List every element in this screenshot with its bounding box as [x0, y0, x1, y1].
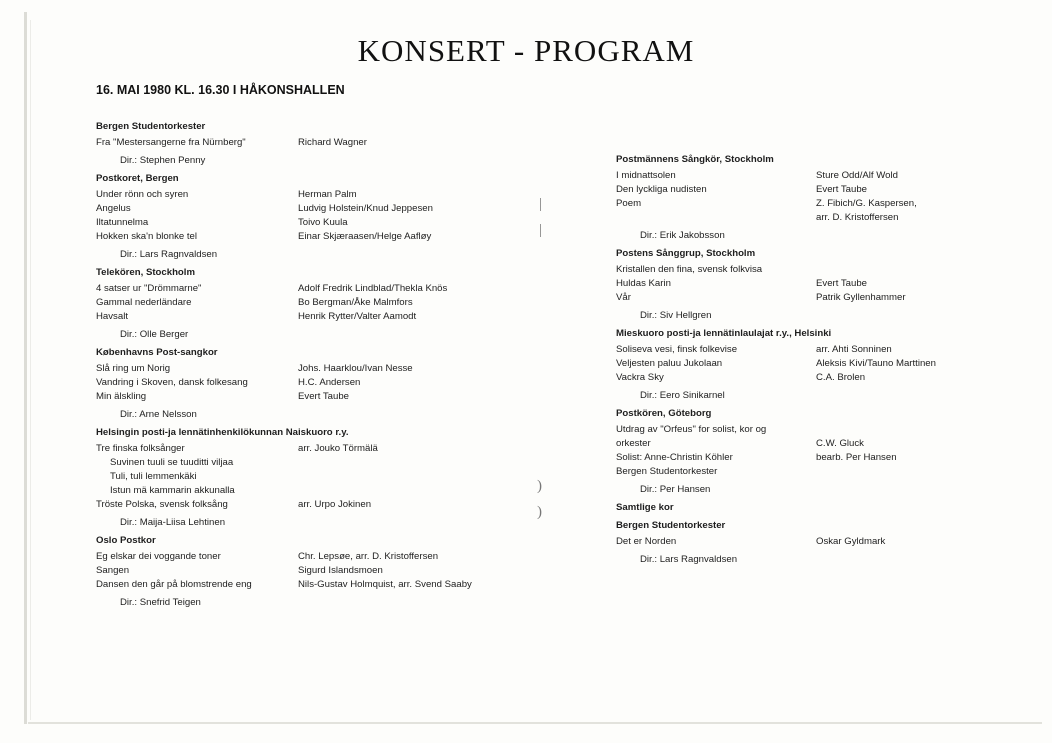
work-title: I midnattsolen [616, 170, 676, 181]
program-section [616, 153, 1036, 243]
work-title: Eg elskar dei voggande toner [96, 551, 221, 562]
composer-name: Evert Taube [816, 278, 868, 289]
program-section [616, 407, 1036, 497]
work-title: Vandring i Skoven, dansk folkesang [96, 377, 248, 388]
program-item [616, 451, 1036, 465]
program-section [96, 534, 536, 610]
margin-mark: | [539, 196, 543, 212]
program-item [96, 390, 536, 404]
conductor-line: Dir.: Stephen Penny [120, 155, 206, 166]
ensemble-heading: Helsingin posti-ja lennätinhenkilökunnan Naiskuoro r.y. [96, 427, 349, 438]
work-title: Poem [616, 198, 642, 209]
program-item [616, 211, 1036, 225]
composer-name: Richard Wagner [298, 137, 367, 148]
work-title: Tröste Polska, svensk folksång [96, 499, 228, 510]
ensemble-heading: Bergen Studentorkester [616, 520, 726, 531]
ensemble-heading: Mieskuoro posti-ja lennätinlaulajat r.y., Helsinki [616, 328, 832, 339]
work-title: Dansen den går på blomstrende eng [96, 579, 252, 590]
program-item [96, 188, 536, 202]
program-section [616, 501, 1036, 515]
work-title: Iltatunnelma [96, 217, 149, 228]
composer-name: arr. Jouko Törmälä [298, 443, 378, 454]
composer-name: Chr. Lepsøe, arr. D. Kristoffersen [298, 551, 439, 562]
conductor-line: Dir.: Snefrid Teigen [120, 597, 201, 608]
ensemble-heading: Oslo Postkor [96, 535, 156, 546]
program-left-column [96, 120, 536, 614]
work-title: Det er Norden [616, 536, 677, 547]
program-item [96, 230, 536, 244]
work-title: Solist: Anne-Christin Köhler [616, 452, 733, 463]
program-right-column [616, 153, 1036, 571]
composer-name: arr. D. Kristoffersen [816, 212, 899, 223]
composer-name: arr. Urpo Jokinen [298, 499, 372, 510]
work-title: Huldas Karin [616, 278, 671, 289]
program-item [96, 376, 536, 390]
work-title: Sangen [96, 565, 130, 576]
work-title [616, 211, 816, 225]
work-title: orkester [616, 438, 651, 449]
work-title: Vår [616, 292, 631, 303]
composer-name [816, 263, 1036, 277]
program-item [616, 437, 1036, 451]
composer-name [312, 470, 536, 484]
work-title: Tuli, tuli lemmenkäki [110, 471, 197, 482]
program-item [96, 498, 536, 512]
program-item [616, 423, 1036, 437]
composer-name: C.W. Gluck [816, 438, 864, 449]
work-title: Tre finska folksånger [96, 443, 185, 454]
program-item [616, 357, 1036, 371]
conductor-line: Dir.: Lars Ragnvaldsen [120, 249, 218, 260]
conductor-line: Dir.: Lars Ragnvaldsen [640, 554, 738, 565]
work-title: Slå ring um Norig [96, 363, 171, 374]
work-title: Fra "Mestersangerne fra Nürnberg" [96, 137, 246, 148]
ensemble-heading: Postmännens Sångkör, Stockholm [616, 154, 774, 165]
work-title: Angelus [96, 203, 131, 214]
composer-name: Oskar Gyldmark [816, 536, 886, 547]
page-binding-edge [24, 12, 27, 724]
work-title: Utdrag av "Orfeus" for solist, kor og [616, 424, 767, 435]
work-title: 4 satser ur "Drömmarne" [96, 283, 202, 294]
work-title: Hokken ska'n blonke tel [96, 231, 198, 242]
program-item [96, 202, 536, 216]
margin-mark: ) [537, 478, 542, 494]
composer-name: Z. Fibich/G. Kaspersen, [816, 198, 917, 209]
program-section [96, 426, 536, 530]
program-section [96, 120, 536, 168]
composer-name [816, 423, 1036, 437]
program-item [616, 197, 1036, 211]
work-title: Kristallen den fina, svensk folkvisa [616, 264, 763, 275]
work-title: Min älskling [96, 391, 147, 402]
conductor-line: Dir.: Arne Nelsson [120, 409, 197, 420]
ensemble-heading: Telekören, Stockholm [96, 267, 195, 278]
program-section [96, 346, 536, 422]
program-item [96, 216, 536, 230]
program-section [616, 247, 1036, 323]
composer-name: Toivo Kuula [298, 217, 348, 228]
conductor-line: Dir.: Maija-Liisa Lehtinen [120, 517, 226, 528]
program-item [616, 371, 1036, 385]
program-item [96, 282, 536, 296]
work-title: Suvinen tuuli se tuuditti viljaa [110, 457, 234, 468]
composer-name: Sture Odd/Alf Wold [816, 170, 898, 181]
program-section [96, 266, 536, 342]
work-title: Havsalt [96, 311, 128, 322]
composer-name: bearb. Per Hansen [816, 452, 897, 463]
work-title: Soliseva vesi, finsk folkevise [616, 344, 738, 355]
ensemble-heading: Bergen Studentorkester [96, 121, 206, 132]
program-item [96, 296, 536, 310]
program-item [96, 456, 536, 470]
composer-name: Henrik Rytter/Valter Aamodt [298, 311, 417, 322]
program-item [616, 183, 1036, 197]
program-section [96, 172, 536, 262]
program-item [96, 484, 536, 498]
composer-name: Herman Palm [298, 189, 357, 200]
ensemble-heading: Postens Sånggrup, Stockholm [616, 248, 756, 259]
program-item [96, 310, 536, 324]
work-title: Veljesten paluu Jukolaan [616, 358, 723, 369]
composer-name: Evert Taube [816, 184, 868, 195]
conductor-line: Dir.: Erik Jakobsson [640, 230, 725, 241]
page-binding-edge-inner [30, 20, 31, 720]
composer-name: Einar Skjæraasen/Helge Aafløy [298, 231, 432, 242]
program-item [96, 470, 536, 484]
composer-name: Sigurd Islandsmoen [298, 565, 383, 576]
program-item [616, 277, 1036, 291]
program-item [616, 291, 1036, 305]
ensemble-heading: Københavns Post-sangkor [96, 347, 218, 358]
composer-name: Adolf Fredrik Lindblad/Thekla Knös [298, 283, 448, 294]
composer-name: H.C. Andersen [298, 377, 361, 388]
program-section [616, 519, 1036, 567]
composer-name [312, 456, 536, 470]
composer-name: Patrik Gyllenhammer [816, 292, 906, 303]
margin-mark: ) [537, 504, 542, 520]
conductor-line: Dir.: Eero Sinikarnel [640, 390, 725, 401]
composer-name: Aleksis Kivi/Tauno Marttinen [816, 358, 936, 369]
margin-mark: | [539, 222, 543, 238]
ensemble-heading: Postkören, Göteborg [616, 408, 712, 419]
program-item [96, 550, 536, 564]
work-title: Istun mä kammarin akkunalla [110, 485, 235, 496]
page-title: KONSERT - PROGRAM [357, 33, 695, 68]
program-item [96, 362, 536, 376]
program-item [96, 578, 536, 592]
page-bottom-edge [28, 722, 1042, 724]
program-item [96, 136, 536, 150]
conductor-line: Dir.: Olle Berger [120, 329, 189, 340]
program-item [96, 564, 536, 578]
program-item [616, 535, 1036, 549]
composer-name [312, 484, 536, 498]
composer-name: arr. Ahti Sonninen [816, 344, 892, 355]
conductor-line: Dir.: Per Hansen [640, 484, 711, 495]
program-item [616, 465, 1036, 479]
composer-name: Johs. Haarklou/Ivan Nesse [298, 363, 413, 374]
composer-name: Nils-Gustav Holmquist, arr. Svend Saaby [298, 579, 472, 590]
ensemble-heading: Postkoret, Bergen [96, 173, 179, 184]
ensemble-heading: Samtlige kor [616, 502, 674, 513]
work-title: Bergen Studentorkester [616, 466, 718, 477]
composer-name: Ludvig Holstein/Knud Jeppesen [298, 203, 433, 214]
composer-name: Bo Bergman/Åke Malmfors [298, 297, 413, 308]
program-item [96, 442, 536, 456]
work-title: Den lyckliga nudisten [616, 184, 707, 195]
composer-name: Evert Taube [298, 391, 350, 402]
conductor-line: Dir.: Siv Hellgren [640, 310, 712, 321]
concert-date-line: 16. MAI 1980 KL. 16.30 I HÅKONSHALLEN [96, 83, 345, 97]
program-item [616, 263, 1036, 277]
program-item [616, 343, 1036, 357]
program-section [616, 327, 1036, 403]
work-title: Vackra Sky [616, 372, 664, 383]
composer-name [816, 465, 1036, 479]
composer-name: C.A. Brolen [816, 372, 866, 383]
work-title: Gammal nederländare [96, 297, 192, 308]
program-item [616, 169, 1036, 183]
work-title: Under rönn och syren [96, 189, 189, 200]
